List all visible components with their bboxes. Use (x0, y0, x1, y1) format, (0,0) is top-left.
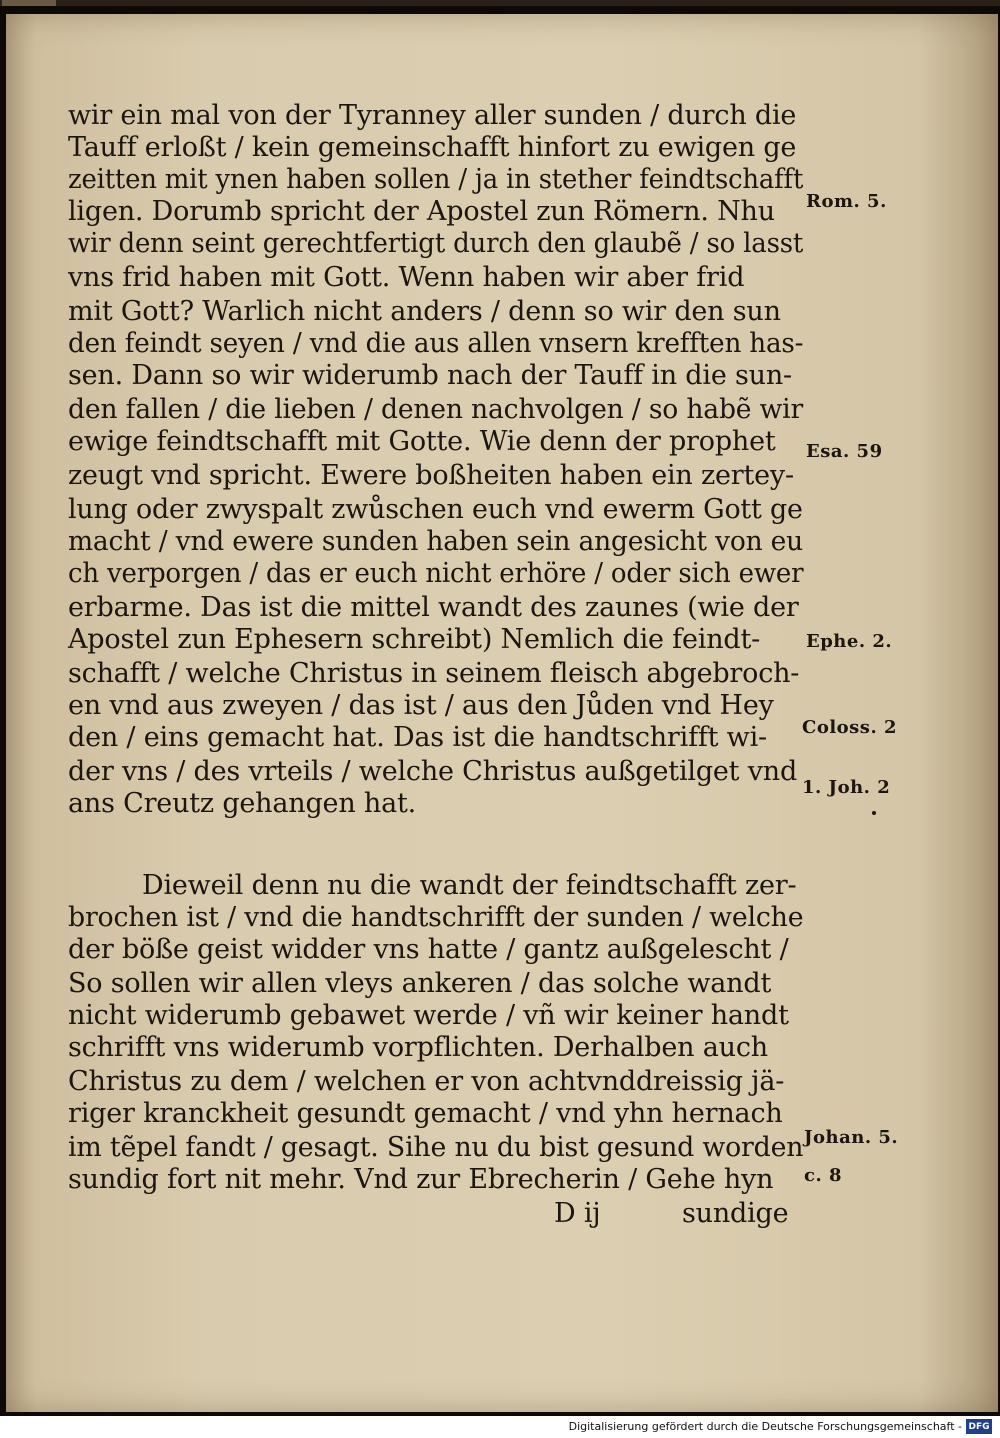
margin-dot (872, 811, 876, 815)
text-line-11: ewige feindtschafft mit Gotte. Wie denn der prophet (68, 426, 776, 457)
text-line-7: mit Gott? Warlich nicht anders / denn so wir den sun (68, 296, 781, 327)
text-line-10: den fallen / die lieben / denen nachvolgen / so habẽ wir (68, 394, 803, 425)
text-line-24: brochen ist / vnd die handtschrifft der sunden / welche (68, 902, 804, 933)
text-line-1: wir ein mal von der Tyranney aller sunden / durch die (68, 100, 797, 131)
margin-note-johan: Johan. 5. (804, 1127, 899, 1148)
margin-note-c8: c. 8 (804, 1165, 843, 1186)
text-line-19: en vnd aus zweyen / das ist / aus den Jůden vnd Hey (68, 690, 774, 721)
text-line-14: macht / vnd ewere sunden haben sein angesicht von eu (68, 526, 804, 557)
text-line-17: Apostel zun Ephesern schreibt) Nemlich die feindt‑ (68, 624, 761, 655)
signature-mark: D ij (554, 1198, 601, 1229)
dfg-logo: DFG (966, 1419, 992, 1434)
text-line-28: schrifft vns widerumb vorpflichten. Derhalben auch (68, 1032, 768, 1063)
scan-top-strip (0, 0, 1000, 6)
catchword: sundige (682, 1198, 789, 1229)
text-line-32: sundig fort nit mehr. Vnd zur Ebrecherin / Gehe hyn (68, 1164, 774, 1195)
scan-ruler-mark (2, 0, 56, 6)
funding-credit: Digitalisierung gefördert durch die Deutsche Forschungsgemeinschaft - (568, 1420, 962, 1433)
margin-note-esa: Esa. 59 (806, 441, 883, 462)
margin-note-rom: Rom. 5. (806, 191, 887, 212)
text-line-26: So sollen wir allen vleys ankeren / das solche wandt (68, 968, 772, 999)
text-line-6: vns frid haben mit Gott. Wenn haben wir aber frid (68, 262, 745, 293)
text-line-16: erbarme. Das ist die mittel wandt des zaunes (wie der (68, 592, 799, 623)
text-line-22: ans Creutz gehangen hat. (68, 788, 417, 819)
text-line-18: schafft / welche Christus in seinem fleisch abgebroch‑ (68, 658, 800, 689)
text-line-13: lung oder zwyspalt zwůschen euch vnd ewerm Gott ge (68, 494, 803, 525)
text-line-15: ch verporgen / das er euch nicht erhöre / oder sich ewer (68, 558, 804, 589)
margin-note-coloss: Coloss. 2 (802, 717, 898, 738)
text-line-25: der böße geist widder vns hatte / gantz außgelescht / (68, 934, 789, 965)
margin-note-joh: 1. Joh. 2 (802, 777, 891, 798)
text-line-8: den feindt seyen / vnd die aus allen vnsern krefften has‑ (68, 328, 804, 359)
text-line-31: im tẽpel fandt / gesagt. Sihe nu du bist gesund worden (68, 1132, 804, 1163)
text-line-23: Dieweil denn nu die wandt der feindtschafft zer‑ (142, 870, 797, 901)
text-line-3: zeitten mit ynen haben sollen / ja in stether feindtschafft (68, 164, 804, 195)
margin-note-ephe: Ephe. 2. (806, 631, 893, 652)
text-line-9: sen. Dann so wir widerumb nach der Tauff in die sun‑ (68, 360, 792, 391)
book-page (6, 14, 998, 1412)
text-line-30: riger kranckheit gesundt gemacht / vnd yhn hernach (68, 1098, 783, 1129)
footer-bar (0, 1416, 1000, 1438)
text-line-2: Tauff erloßt / kein gemeinschafft hinfort zu ewigen ge (68, 132, 797, 163)
text-line-29: Christus zu dem / welchen er von achtvnddreissig jä‑ (68, 1066, 785, 1097)
text-line-4: ligen. Dorumb spricht der Apostel zun Römern. Nhu (68, 196, 775, 227)
page-text-block (6, 14, 998, 1412)
text-line-5: wir denn seint gerechtfertigt durch den glaubẽ / so lasst (68, 228, 804, 259)
text-line-27: nicht widerumb gebawet werde / vñ wir keiner handt (68, 1000, 789, 1031)
text-line-12: zeugt vnd spricht. Ewere boßheiten haben ein zertey‑ (68, 460, 794, 491)
text-line-20: den / eins gemacht hat. Das ist die handtschrifft wi‑ (68, 722, 767, 753)
text-line-21: der vns / des vrteils / welche Christus außgetilget vnd (68, 756, 798, 787)
